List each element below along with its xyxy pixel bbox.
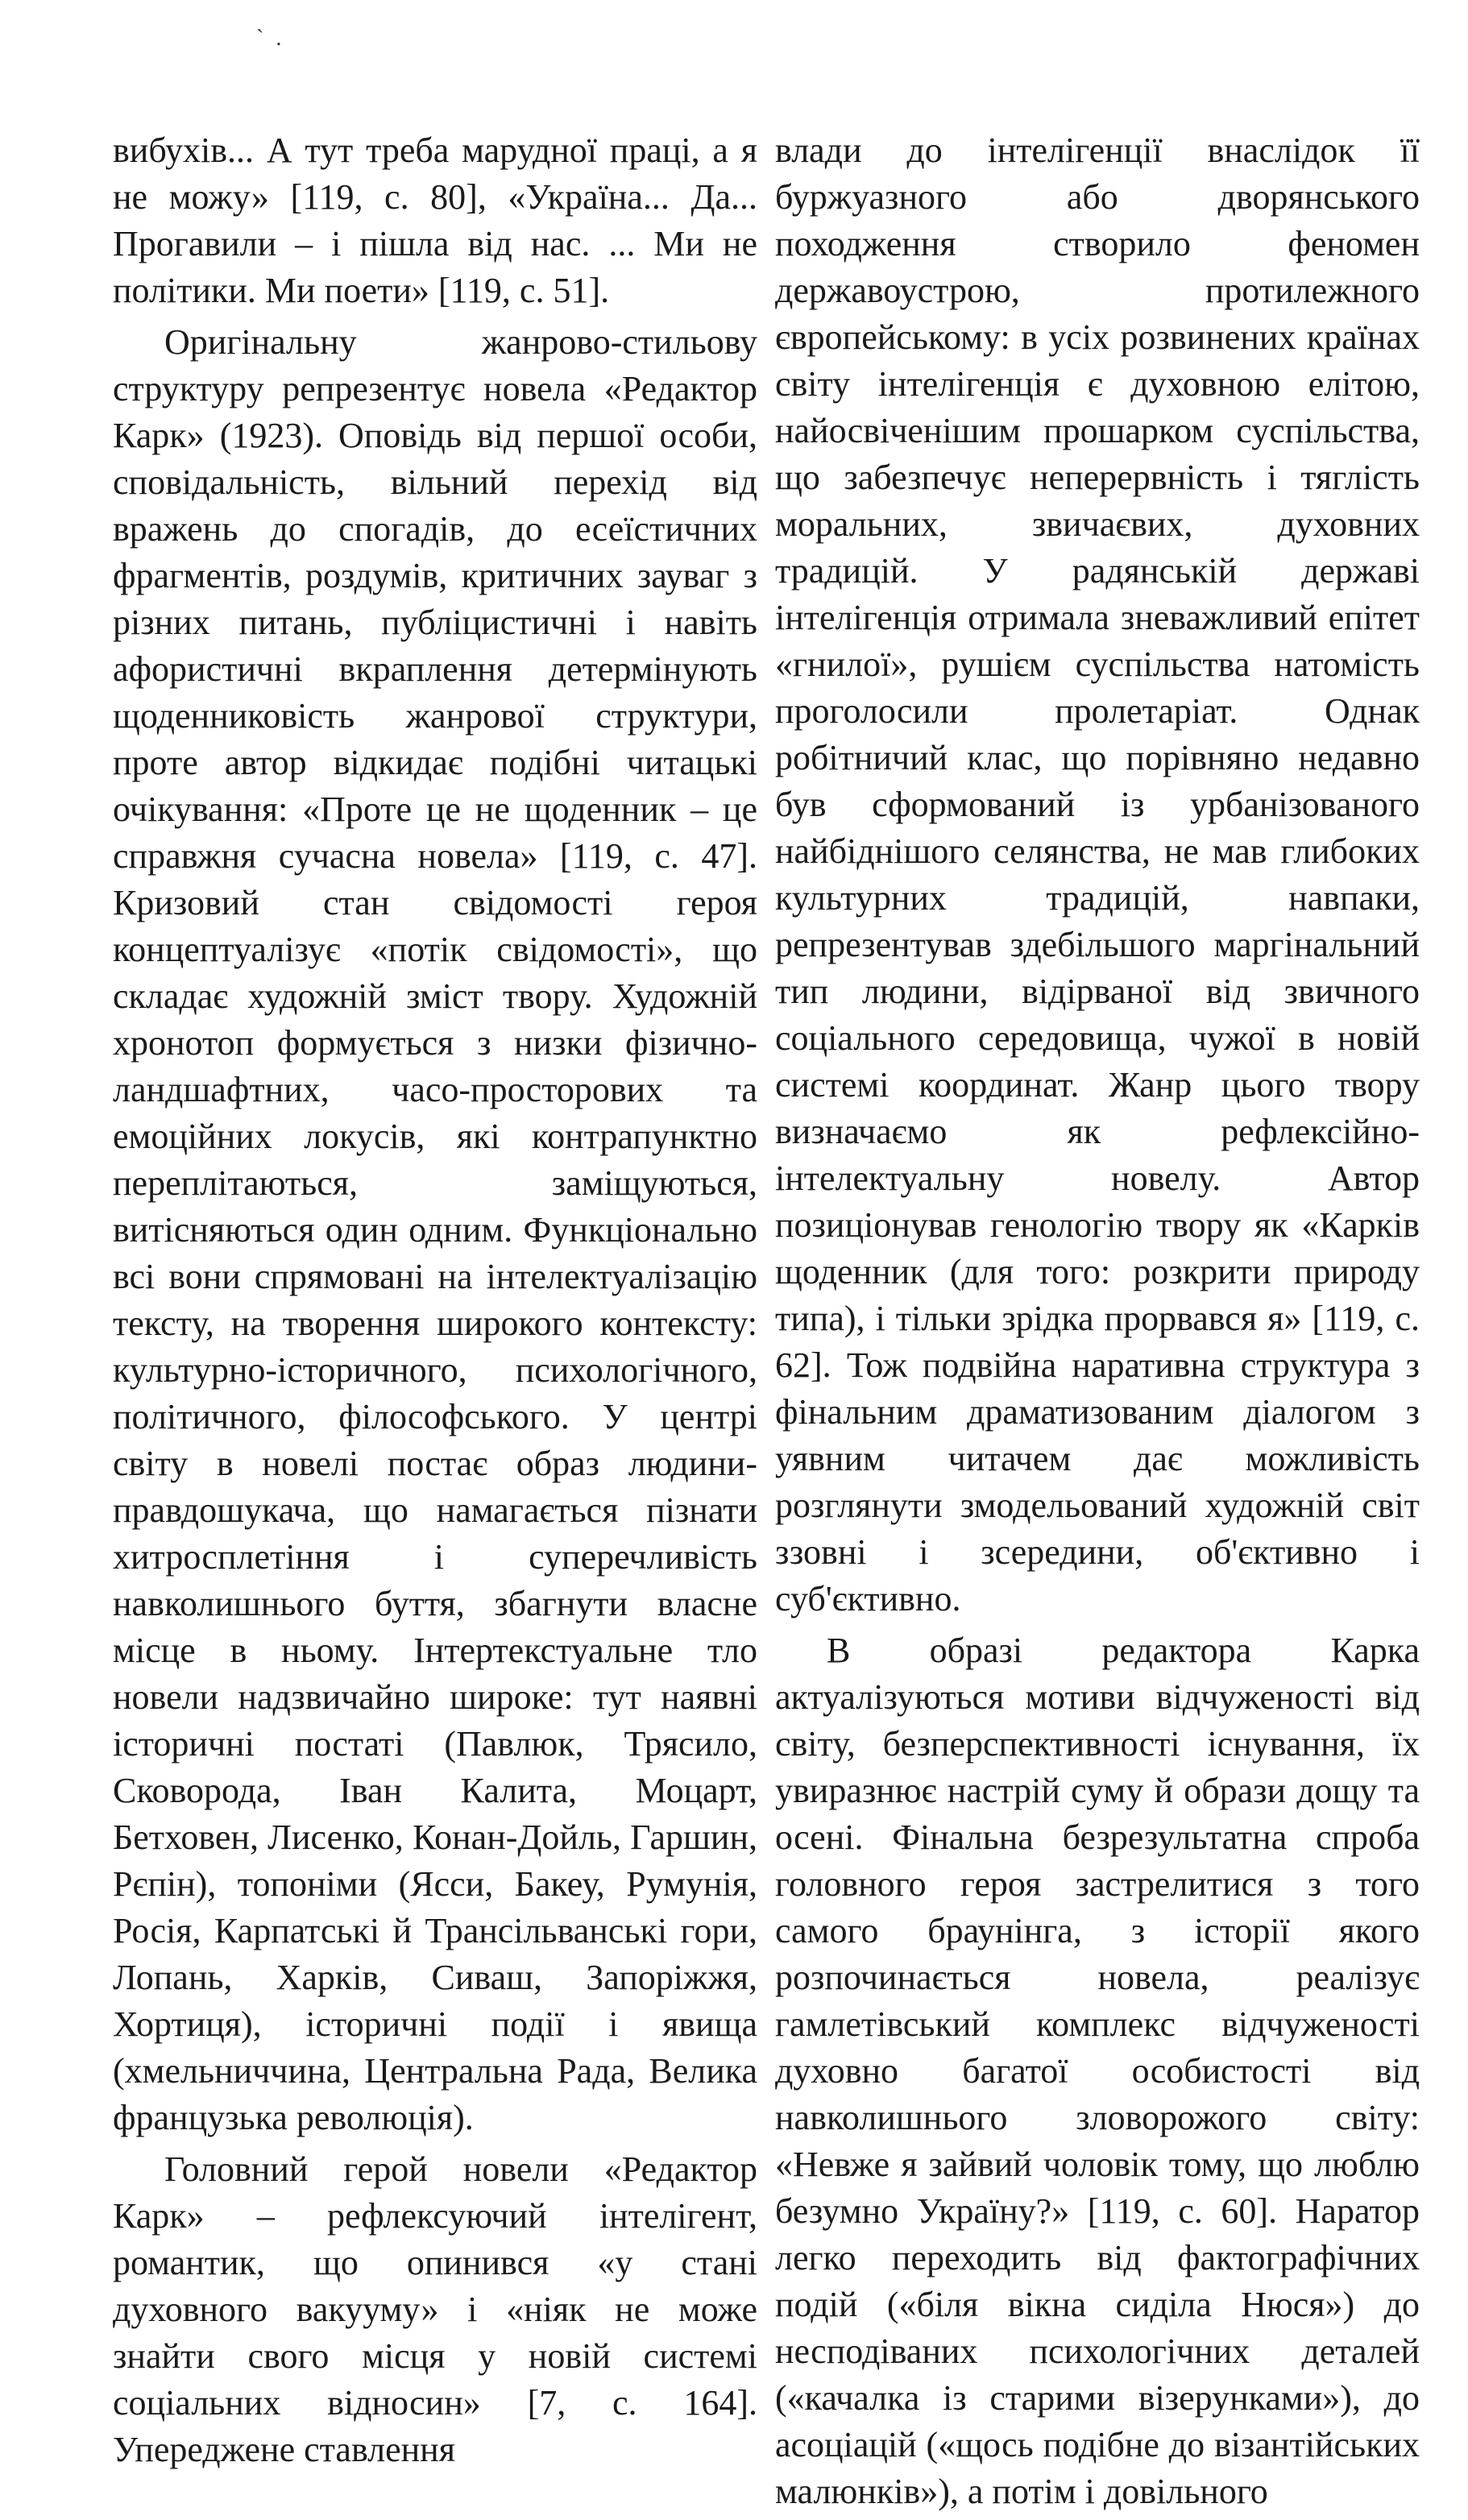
paragraph-right-1: влади до інтелігенції внаслідок її буржуазного або дворянського походження створило феномен державоустрою, протилежного європейському: в усіх розвинених країнах світу інтелігенція є духовною елітою, найосвіченішим прошарком суспільства, що забезпечує неперервність і тяглість моральних, звичаєвих, духовних традицій. У радянській державі інтелігенція отримала зневажливий епітет «гнилої», рушієм суспільства натомість проголосили пролетаріат. Однак робітничий клас, що порівняно недавно був сформований із урбанізованого найбіднішого селянства, не мав глибоких культурних традицій, навпаки, репрезентував здебільшого маргінальний тип людини, відірваної від звичного соціального середовища, чужої в новій системі координат. Жанр цього твору визначаємо як рефлексійно-інтелектуальну новелу. Автор позиціонував генологію твору як «Карків щоденник (для того: розкрити природу типа), і тільки зрідка прорвався я» [119, с. 62]. Тож подвійна наративна структура з фінальним драматизованим діалогом з уявним читачем дає можливість розглянути змодельований художній світ ззовні і зсередини, об'єктивно і суб'єктивно. [775,131,1420,1619]
paragraph-left-2: Оригінальну жанрово-стильову структуру репрезентує новела «Редактор Карк» (1923). Оповідь від першої особи, сповідальність, вільний перехід від вражень до спогадів, до есеїстичних фрагментів, роздумів, критичних зауваг з різних питань, публіцистичні і навіть афористичні вкраплення детермінують щоденниковість жанрової структури, проте автор відкидає подібні читацькі очікування: «Проте це не щоденник – це справжня сучасна новела» [119, с. 47]. Кризовий стан свідомості героя концептуалізує «потік свідомості», що складає художній зміст твору. Художній хронотоп формується з низки фізично-ландшафтних, часо-просторових та емоційних локусів, які контрапунктно переплітаються, заміщуються, витісняються один одним. Функціонально всі вони спрямовані на інтелектуалізацію тексту, на творення широкого контексту: культурно-історичного, психологічного, політичного, філософського. У центрі світу в новелі постає образ людини-правдошукача, що намагається пізнати хитросплетіння і суперечливість навколишнього буття, збагнути власне місце в ньому. Інтертекстуальне тло новели надзвичайно широке: тут наявні історичні постаті (Павлюк, Трясило, Сковорода, Іван Калита, Моцарт, Бетховен, Лисенко, Конан-Дойль, Гаршин, Рєпін), топоніми (Ясси, Бакеу, Румунія, Росія, Карпатські й Трансільванські гори, Лопань, Харків, Сиваш, Запоріжжя, Хортиця), історичні події і явища (хмельниччина, Центральна Рада, Велика французька революція). [113,322,757,2137]
left-column [113,127,757,2478]
paragraph-left-3: Головний герой новели «Редактор Карк» – рефлексуючий інтелігент, романтик, що опинився «у стані духовного вакууму» і «ніяк не може знайти свого місця у новій системі соціальних відносин» [7, с. 164]. Упереджене ставлення [113,2149,757,2469]
page-mark: ` . [256,26,285,51]
paragraph-left-1: вибухів... А тут треба марудної праці, а я не можу» [119, с. 80], «Україна... Да... Прогавили – і пішла від нас. ... Ми не політики. Ми поети» [119, с. 51]. [113,131,757,310]
right-column [775,127,1420,2520]
paragraph-right-2: В образі редактора Карка актуалізуються мотиви відчуженості від світу, безперспективності існування, їх увиразнює настрій суму й образи дощу та осені. Фінальна безрезультатна спроба головного героя застрелитися з того самого браунінга, з історії якого розпочинається новела, реалізує гамлетівський комплекс відчуженості духовно багатої особистості від навколишнього зловорожого світу: «Невже я зайвий чоловік тому, що люблю безумно Україну?» [119, с. 60]. Наратор легко переходить від фактографічних подій («біля вікна сиділа Нюся») до несподіваних психологічних деталей («качалка із старими візерунками»), до асоціацій («щось подібне до візантійських малюнків»), а потім і довільного [775,1631,1420,2511]
